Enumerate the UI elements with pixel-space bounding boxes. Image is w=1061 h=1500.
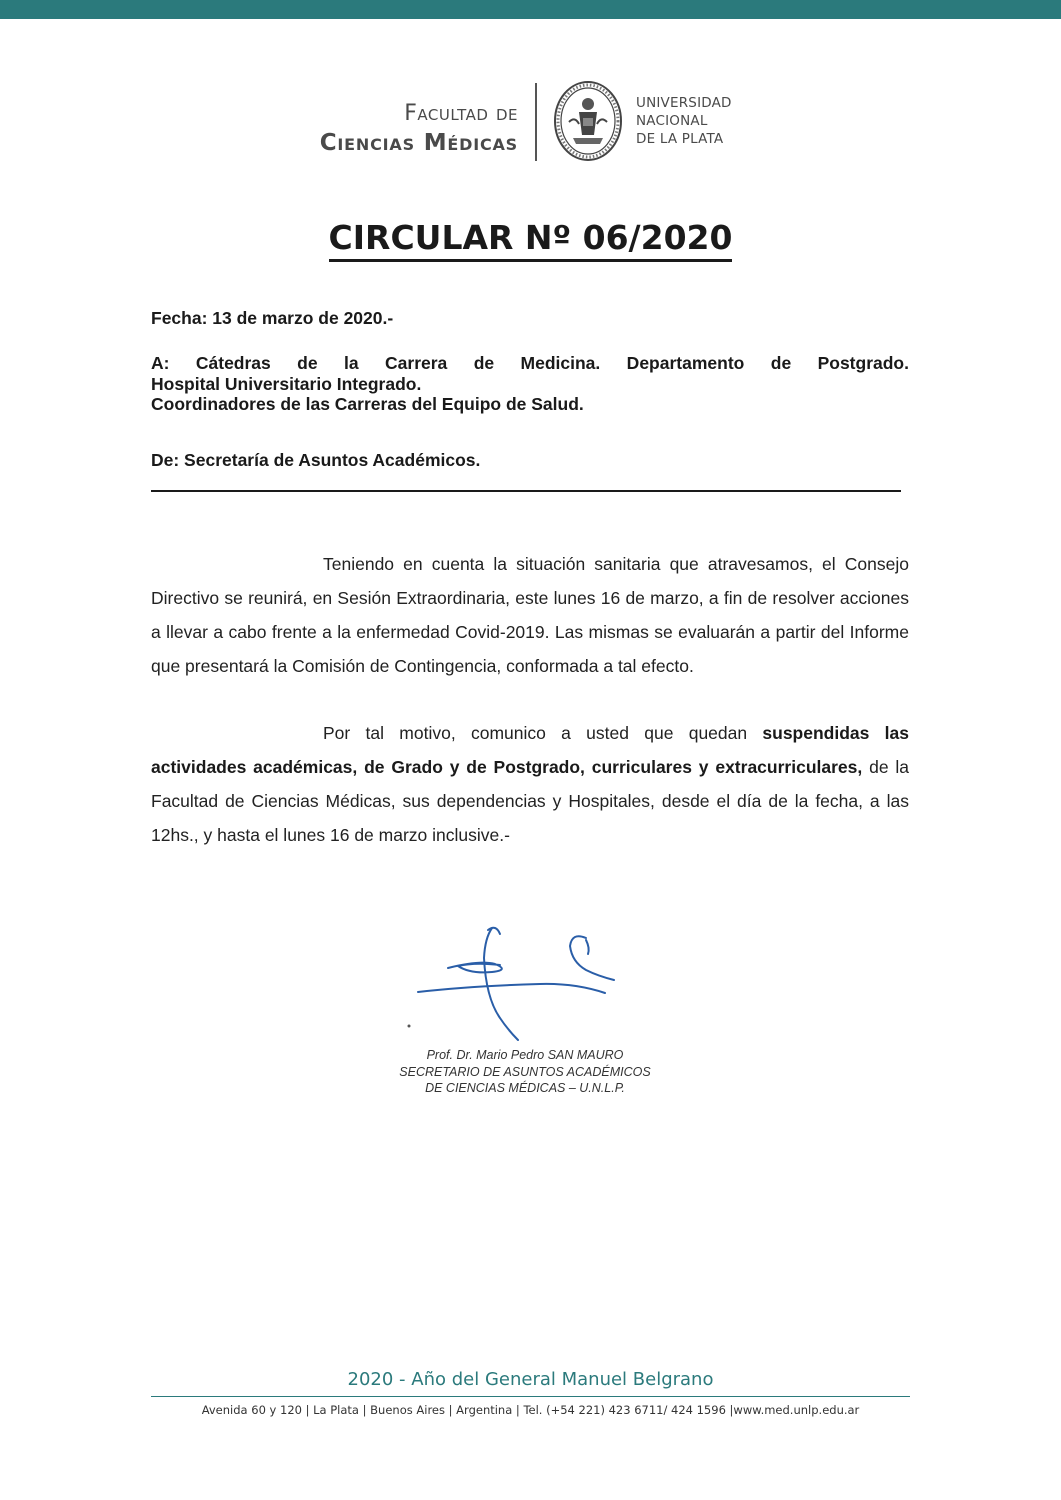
- memo-recipient-line-1: A: Cátedras de la Carrera de Medicina. Departamento de Postgrado.: [151, 353, 909, 373]
- faculty-line-2: Ciencias Médicas: [319, 130, 518, 156]
- memo-sender: De: Secretaría de Asuntos Académicos.: [151, 450, 481, 470]
- university-name: [636, 94, 732, 148]
- body-paragraph-2: [151, 716, 909, 852]
- footer-motto: 2020 - Año del General Manuel Belgrano: [347, 1369, 714, 1390]
- header-divider: [535, 83, 537, 161]
- footer-rule: [151, 1396, 910, 1397]
- memo-separator-rule: [151, 490, 901, 492]
- faculty-line-1: Facultad de: [404, 101, 518, 126]
- university-line-3: DE LA PLATA: [636, 131, 724, 147]
- signature-block: [360, 1047, 690, 1097]
- university-seal-icon: [553, 80, 623, 162]
- signatory-institution: DE CIENCIAS MÉDICAS – U.N.L.P.: [425, 1081, 625, 1095]
- memo-recipient-line-3: Coordinadores de las Carreras del Equipo de Salud.: [151, 394, 584, 414]
- body-paragraph-2-start: Por tal motivo, comunico a usted que quedan: [323, 723, 763, 743]
- signatory-name: Prof. Dr. Mario Pedro SAN MAURO: [426, 1048, 624, 1062]
- memo-recipient-line-2: Hospital Universitario Integrado.: [151, 373, 422, 394]
- footer-address: Avenida 60 y 120 | La Plata | Buenos Aires | Argentina | Tel. (+54 221) 423 6711/ 424 1596 |www.med.unlp.edu.ar: [201, 1403, 860, 1417]
- university-line-2: NACIONAL: [636, 113, 708, 129]
- body-paragraph-2-bold: suspendidas las actividades académicas, de Grado y de Postgrado, curriculares y extracurriculares,: [151, 723, 909, 777]
- top-accent-bar: [0, 0, 1061, 19]
- memo-recipients: [151, 353, 909, 415]
- body-paragraph-2-end: de la Facultad de Ciencias Médicas, sus dependencias y Hospitales, desde el día de la fecha, a las 12hs., y hasta el lunes 16 de marzo inclusive.-: [151, 757, 909, 845]
- university-line-1: UNIVERSIDAD: [636, 95, 732, 111]
- circular-title-text: CIRCULAR Nº 06/2020: [329, 218, 733, 262]
- signatory-role: SECRETARIO DE ASUNTOS ACADÉMICOS: [399, 1064, 651, 1079]
- memo-date: Fecha: 13 de marzo de 2020.-: [151, 308, 394, 328]
- circular-title: [0, 218, 1061, 262]
- handwritten-signature: [400, 918, 640, 1048]
- body-paragraph-1: Teniendo en cuenta la situación sanitaria que atravesamos, el Consejo Directivo se reunirá, en Sesión Extraordinaria, este lunes 16 de marzo, a fin de resolver acciones a llevar a cabo frente a la enfermedad Covid-2019. Las mismas se evaluarán a partir del Informe que presentará la Comisión de Contingencia, conformada a tal efecto.: [151, 554, 909, 676]
- faculty-name: [320, 100, 518, 158]
